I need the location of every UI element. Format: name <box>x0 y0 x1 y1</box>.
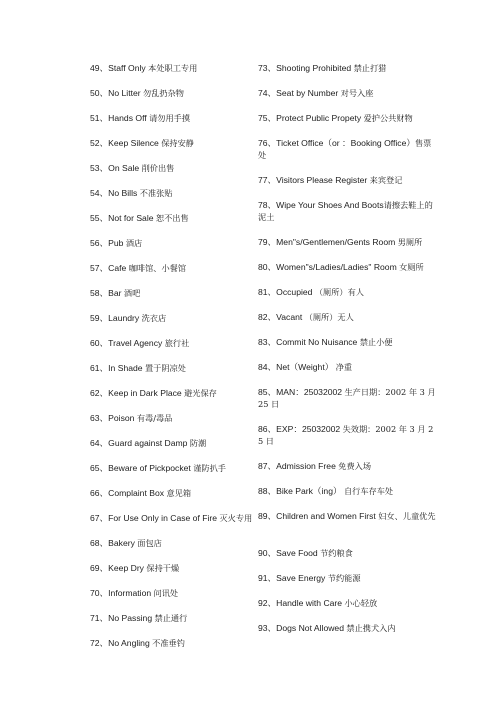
list-item: 55、Not for Sale 恕不出售 <box>90 213 189 223</box>
list-item: 69、Keep Dry 保持干燥 <box>90 563 180 573</box>
list-item: 84、Net（Weight） 净重 <box>258 362 353 372</box>
list-item: 81、Occupied （厕所）有人 <box>258 287 364 297</box>
list-item: 53、On Sale 削价出售 <box>90 163 175 173</box>
list-item: 91、Save Energy 节约能源 <box>258 573 361 583</box>
list-item: 56、Pub 酒店 <box>90 238 143 248</box>
list-item: 57、Cafe 咖啡馆、小餐馆 <box>90 263 187 273</box>
list-item: 89、Children and Women First 妇女、儿童优先 <box>258 511 436 521</box>
list-item: 90、Save Food 节约粮食 <box>258 548 353 558</box>
list-item: 68、Bakery 面包店 <box>90 538 162 548</box>
list-item: 50、No Litter 勿乱扔杂物 <box>90 88 184 98</box>
list-item: 76、Ticket Office（or ：Booking Office）售票处 <box>258 138 432 160</box>
list-item: 87、Admission Free 免费入场 <box>258 461 372 471</box>
list-item: 62、Keep in Dark Place 避光保存 <box>90 388 217 398</box>
list-item: 74、Seat by Number 对号入座 <box>258 88 374 98</box>
list-item: 63、Poison 有毒/毒品 <box>90 413 173 423</box>
list-item: 52、Keep Silence 保持安静 <box>90 138 194 148</box>
list-item: 80、Women"s/Ladies/Ladies" Room 女厕所 <box>258 262 424 272</box>
list-item: 51、Hands Off 请勿用手摸 <box>90 113 191 123</box>
list-item: 88、Bike Park（ing） 自行车存车处 <box>258 486 394 496</box>
list-item: 73、Shooting Prohibited 禁止打猎 <box>258 63 387 73</box>
list-item: 49、Staff Only 本处职工专用 <box>90 63 198 73</box>
list-item: 58、Bar 酒吧 <box>90 288 141 298</box>
list-item: 66、Complaint Box 意见箱 <box>90 488 192 498</box>
list-item: 83、Commit No Nuisance 禁止小便 <box>258 337 393 347</box>
list-item: 71、No Passing 禁止通行 <box>90 613 188 623</box>
list-item: 77、Visitors Please Register 来宾登记 <box>258 175 403 185</box>
list-item: 59、Laundry 洗衣店 <box>90 313 167 323</box>
list-item: 54、No Bills 不准张贴 <box>90 188 173 198</box>
list-item: 67、For Use Only in Case of Fire 灭火专用 <box>90 513 253 523</box>
list-item: 70、Information 问讯处 <box>90 588 179 598</box>
list-item: 93、Dogs Not Allowed 禁止携犬入内 <box>258 623 396 633</box>
list-item: 85、MAN：25032002 生产日期：2002 年 3 月 25 日 <box>258 387 436 409</box>
list-item: 65、Beware of Pickpocket 谨防扒手 <box>90 463 226 473</box>
list-item: 72、No Angling 不准垂钓 <box>90 638 185 648</box>
list-item: 64、Guard against Damp 防潮 <box>90 438 207 448</box>
list-item: 60、Travel Agency 旅行社 <box>90 338 190 348</box>
list-item: 78、Wipe Your Shoes And Boots请擦去鞋上的泥土 <box>258 200 433 222</box>
list-item: 61、In Shade 置于阴凉处 <box>90 363 186 373</box>
list-item: 86、EXP：25032002 失效期：2002 年 3 月 25 日 <box>258 424 434 446</box>
list-item: 82、Vacant （厕所）无人 <box>258 312 354 322</box>
list-item: 79、Men"s/Gentlemen/Gents Room 男厕所 <box>258 237 423 247</box>
list-item: 75、Protect Public Propety 爱护公共财物 <box>258 113 413 123</box>
list-item: 92、Handle with Care 小心轻放 <box>258 598 378 608</box>
